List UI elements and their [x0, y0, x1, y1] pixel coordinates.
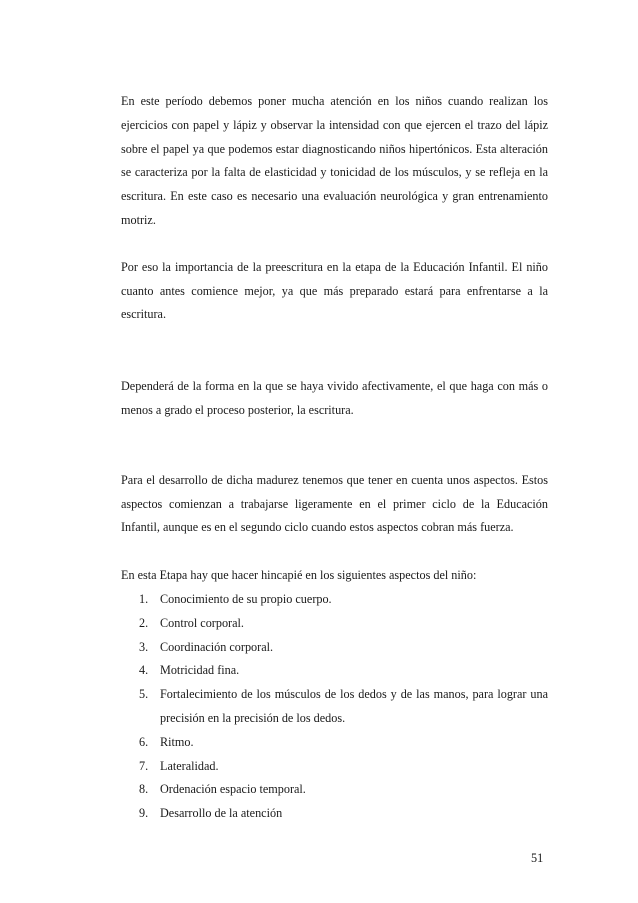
paragraph-prewriting-importance: Por eso la importancia de la preescritura en la etapa de la Educación Infantil. El niño cuanto antes comience mejor, ya que más preparado estará para enfrentarse a la escritura. — [121, 259, 548, 322]
list-item — [121, 683, 548, 731]
list-item — [121, 659, 548, 683]
list-item-text: Ritmo. — [160, 734, 194, 749]
paragraph-maturity-aspects: Para el desarrollo de dicha madurez tenemos que tener en cuenta unos aspectos. Estos aspectos comienzan a trabajarse ligeramente en el primer ciclo de la Educación Infantil, aunque es en el segundo ciclo cuando estos aspectos cobran más fuerza. — [121, 472, 548, 535]
list-item-number: 2. — [139, 615, 149, 630]
list-item-text: Control corporal. — [160, 615, 244, 630]
aspects-list — [121, 588, 548, 826]
list-item — [121, 802, 548, 826]
list-item-text: Coordinación corporal. — [160, 639, 274, 654]
list-item-number: 4. — [139, 663, 149, 678]
list-item-number: 9. — [139, 806, 149, 821]
list-item — [121, 731, 548, 755]
paragraph-list-intro: En esta Etapa hay que hacer hincapié en los siguientes aspectos del niño: — [121, 568, 477, 583]
list-item — [121, 588, 548, 612]
list-item-number: 7. — [139, 758, 149, 773]
list-item-number: 6. — [139, 734, 149, 749]
list-item-text: Desarrollo de la atención — [160, 806, 283, 821]
list-item — [121, 778, 548, 802]
paragraph-hypertonic-children: En este período debemos poner mucha atención en los niños cuando realizan los ejercicios con papel y lápiz y observar la intensidad con que ejercen el trazo del lápiz sobre el papel ya que podemos estar diagnosticando niños hipertónicos. Esta alteración se caracteriza por la falta de elasticidad y tonicidad de los músculos, y se refleja en la escritura. En este caso es necesario una evaluación neurológica y gran entrenamiento motriz. — [121, 94, 548, 227]
list-item — [121, 612, 548, 636]
list-item-text: Fortalecimiento de los músculos de los dedos y de las manos, para lograr una precisión en la precisión de los dedos. — [160, 687, 548, 725]
list-item-number: 5. — [139, 687, 149, 702]
list-item — [121, 636, 548, 660]
list-item-number: 1. — [139, 591, 149, 606]
list-item-text: Conocimiento de su propio cuerpo. — [160, 591, 332, 606]
list-item-number: 3. — [139, 639, 149, 654]
document-body — [121, 90, 548, 826]
paragraph-affective-experience: Dependerá de la forma en la que se haya vivido afectivamente, el que haga con más o menos a grado el proceso posterior, la escritura. — [121, 379, 548, 417]
list-item — [121, 755, 548, 779]
list-item-text: Lateralidad. — [160, 758, 219, 773]
list-item-text: Ordenación espacio temporal. — [160, 782, 306, 797]
page-number: 51 — [531, 851, 544, 865]
list-item-number: 8. — [139, 782, 149, 797]
list-item-text: Motricidad fina. — [160, 663, 240, 678]
